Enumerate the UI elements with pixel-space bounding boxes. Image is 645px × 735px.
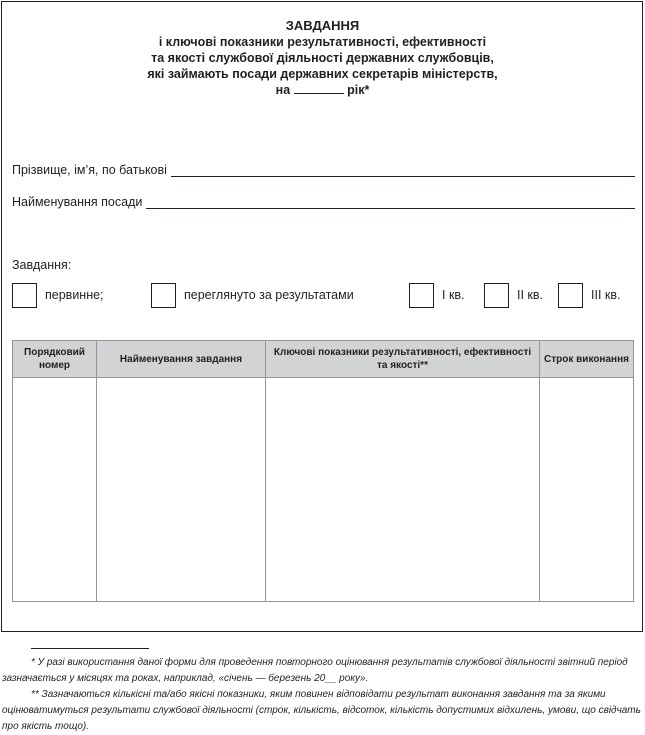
tasks-label: Завдання: [12, 258, 72, 272]
checkbox-revised-label: переглянуто за результатами [184, 288, 354, 302]
table-row [13, 378, 634, 602]
checkbox-q1[interactable] [409, 283, 434, 308]
checkbox-revised[interactable] [151, 283, 176, 308]
header-key-indicators: Ключові показники результативності, ефективності та якості** [266, 341, 540, 378]
tasks-table [12, 340, 634, 602]
full-name-field [12, 163, 635, 177]
position-label: Найменування посади [12, 195, 143, 209]
cell-key-indicators[interactable] [266, 378, 540, 602]
title-line-3: та якості службової діяльності державних службовців, [151, 51, 494, 65]
checkbox-q2-label: II кв. [517, 288, 544, 302]
checkbox-q1-label: I кв. [442, 288, 465, 302]
cell-deadline[interactable] [540, 378, 634, 602]
year-prefix: на [275, 83, 291, 97]
footnote-divider [31, 648, 149, 649]
year-blank[interactable] [294, 83, 344, 94]
title-line-1: ЗАВДАННЯ [285, 18, 360, 33]
footnote-1: * У разі використання даної форми для проведення повторного оцінювання результатів службової діяльності звітний період зазначається у місяцях та роках, наприклад, «січень — березень 20__ року». [2, 657, 628, 684]
header-deadline: Строк виконання [540, 341, 634, 378]
task-type-checkboxes [0, 283, 645, 309]
checkbox-q3-label: III кв. [591, 288, 621, 302]
position-field [12, 195, 635, 209]
full-name-label: Прізвище, ім’я, по батькові [12, 163, 167, 177]
form-title [0, 18, 645, 98]
year-suffix: рік* [347, 83, 370, 97]
footnote-2: ** Зазначаються кількісні та/або якісні показники, яким повинен відповідати результат виконання завдання та за якими оцінюватимуться результати службової діяльності (строк, кількість, відсоток, кількість допустимих відхилень, умови, що свідчать про якість тощо). [2, 689, 641, 732]
position-input-line[interactable] [146, 196, 635, 209]
title-line-4: які займають посади державних секретарів міністерств, [147, 67, 498, 81]
header-number: Порядковий номер [13, 341, 97, 378]
title-year-line [0, 82, 645, 98]
table-header-row [13, 341, 634, 378]
cell-number[interactable] [13, 378, 97, 602]
checkbox-q2[interactable] [484, 283, 509, 308]
full-name-input-line[interactable] [171, 164, 635, 177]
header-task-name: Найменування завдання [97, 341, 266, 378]
checkbox-q3[interactable] [558, 283, 583, 308]
checkbox-initial[interactable] [12, 283, 37, 308]
cell-task-name[interactable] [97, 378, 266, 602]
checkbox-initial-label: первинне; [45, 288, 104, 302]
title-line-2: і ключові показники результативності, ефективності [158, 35, 487, 49]
